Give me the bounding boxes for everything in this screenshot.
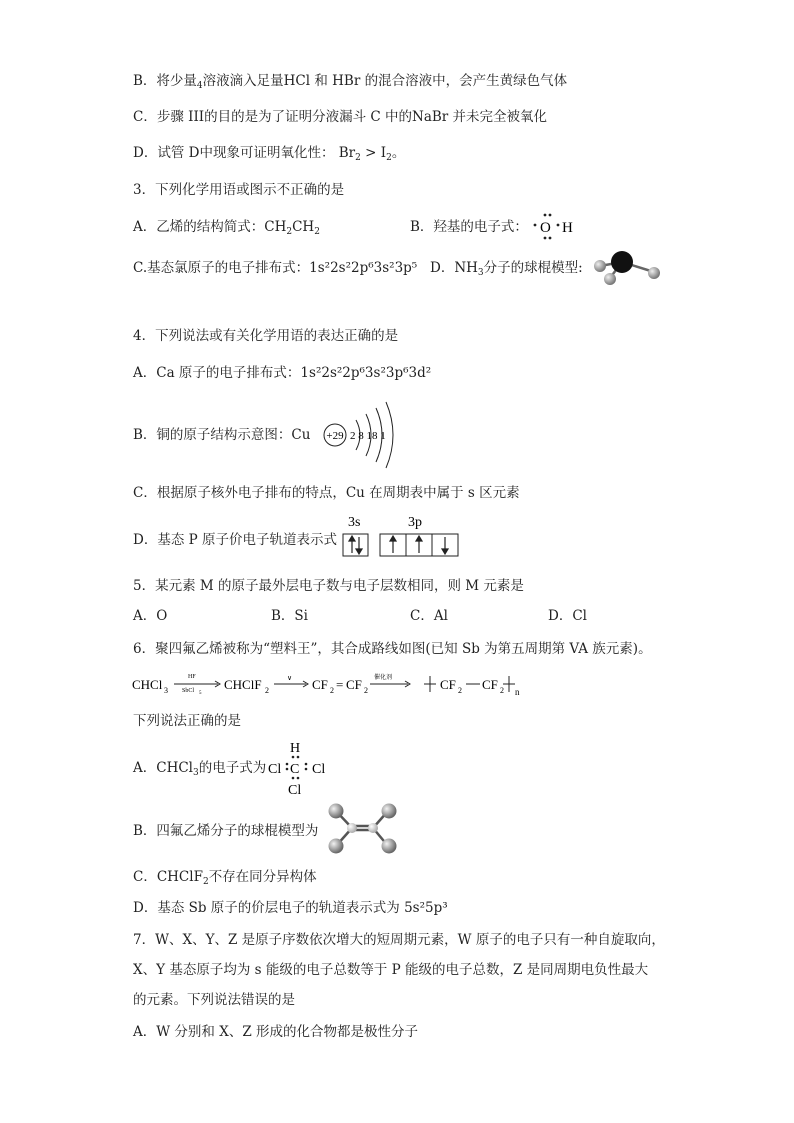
subscript: 3	[477, 268, 484, 278]
carbon-atom	[368, 823, 378, 833]
question-3: 3．下列化学用语或图示不正确的是	[133, 182, 345, 198]
svg-text:2: 2	[500, 686, 504, 695]
cl-symbol: Cl	[288, 783, 302, 798]
q5-option-d: D．Cl	[548, 608, 587, 624]
q5-option-a: A．O	[133, 608, 168, 624]
reagent-sbcl: SbCl	[182, 688, 195, 694]
carbon-atom	[347, 823, 357, 833]
q4-option-b: B．铜的原子结构示意图：Cu	[133, 427, 311, 443]
text: 溶液滴入足量HCl 和 HBr 的混合溶液中，会产生黄绿色气体	[202, 73, 568, 89]
q4-option-d: D．基态 P 原子价电子轨道表示式	[133, 532, 337, 548]
formula-i: I	[380, 145, 387, 161]
text: 不存在同分异构体	[208, 869, 317, 885]
q4-option-c: C．根据原子核外电子排布的特点，Cu 在周期表中属于 s 区元素	[133, 485, 520, 501]
synthesis-route	[130, 668, 550, 702]
q4-option-a	[133, 364, 431, 382]
text: A．乙烯的结构简式：	[133, 219, 265, 235]
option-b-kmno4	[133, 72, 567, 95]
question-7-line2: X、Y 基态原子均为 s 能级的电子总数等于 P 能级的电子总数，Z 是同周期电负性最大	[133, 962, 649, 978]
atom	[648, 267, 660, 279]
h-symbol: H	[290, 741, 301, 756]
oxygen-symbol: O	[540, 220, 551, 236]
text: C．CHClF	[133, 869, 203, 885]
polymer-cf: CF	[482, 677, 498, 692]
q3-option-c	[133, 259, 417, 277]
shell-electrons: 2 8 18 1	[350, 430, 386, 442]
atom	[604, 273, 616, 285]
q6-option-d: D．基态 Sb 原子的价层电子的轨道表示式为 5s²5p³	[133, 900, 448, 916]
dot	[557, 224, 560, 227]
text: C.基态氯原子的电子排布式：	[133, 260, 310, 276]
text: B．将少量	[133, 73, 197, 89]
nh3-ball-stick-model	[590, 248, 665, 288]
subscript: 4	[196, 81, 203, 91]
orbital-box-3s	[343, 534, 368, 556]
q6-option-c: C．CHClF$_2$不存在同分异构体	[133, 869, 317, 887]
svg-text:5: 5	[199, 691, 202, 696]
electron-arrows	[349, 536, 448, 554]
greater-than: >	[360, 145, 381, 161]
text: 分子的球棍模型:	[483, 260, 583, 276]
question-4: 4．下列说法或有关化学用语的表达正确的是	[133, 328, 399, 344]
svg-text:2: 2	[330, 686, 334, 695]
q3-option-a	[133, 218, 320, 241]
atom	[594, 260, 606, 272]
question-7-line3: 的元素。下列说法错误的是	[133, 992, 295, 1008]
question-6: 6．聚四氟乙烯被称为“塑料王”，其合成路线如图(已知 Sb 为第五周期第 VA 族元素)。	[133, 641, 652, 657]
text: D．试管 D中现象可证明氧化性：	[133, 145, 335, 161]
q6-stem: 下列说法正确的是	[133, 713, 241, 729]
formula-ch: CH	[292, 219, 315, 235]
cu-atomic-structure-diagram	[316, 398, 406, 470]
fluorine-atom	[329, 839, 344, 854]
svg-text:2: 2	[364, 686, 368, 695]
q5-option-b: B．Si	[271, 608, 308, 624]
text: B．羟基的电子式：	[410, 219, 528, 235]
fluorine-atom	[382, 839, 397, 854]
central-atom	[611, 251, 633, 273]
tfe-ball-stick-model	[322, 801, 404, 857]
hydroxyl-electron-dot	[530, 208, 580, 242]
text: A．CHCl	[133, 760, 193, 776]
fluorine-atom	[382, 804, 397, 819]
q3-option-d	[430, 259, 583, 282]
polymer-cf: CF	[440, 677, 456, 692]
dot	[544, 237, 547, 240]
hydrogen-symbol: H	[562, 220, 573, 236]
question-7-line1: 7．W、X、Y、Z 是原子序数依次增大的短周期元素，W 原子的电子只有一种自旋取向，	[133, 932, 665, 948]
q7-option-a: A．W 分别和 X、Z 形成的化合物都是极性分子	[133, 1024, 418, 1040]
svg-text:2: 2	[458, 686, 462, 695]
q3-option-b	[410, 218, 528, 236]
period: 。	[391, 145, 406, 161]
cl-symbol: Cl	[268, 762, 282, 777]
shell-arc	[386, 402, 393, 468]
reagent-catalyst: 催化剂	[374, 675, 393, 681]
svg-text:∨: ∨	[287, 674, 293, 682]
route-cf: CF	[346, 677, 362, 692]
svg-text:=: =	[336, 677, 344, 692]
q6-option-a: A．CHCl$_3$的电子式为	[133, 760, 267, 778]
q6-option-b: B．四氟乙烯分子的球棍模型为	[133, 823, 319, 839]
reagent-hf: HF	[188, 674, 196, 680]
dot	[549, 237, 552, 240]
cl-symbol: Cl	[312, 762, 326, 777]
chcl3-electron-dot	[266, 736, 336, 798]
label-3p: 3p	[408, 515, 422, 530]
text: 的电子式为	[198, 760, 267, 776]
subscript: 2	[314, 227, 320, 237]
formula-nh: NH	[454, 260, 478, 276]
ca-electron-config: 1s²2s²2p⁶3s²3p⁶3d²	[300, 365, 432, 381]
dot	[549, 214, 552, 217]
route-chclf: CHClF	[224, 677, 262, 692]
text: A．Ca 原子的电子排布式：	[133, 365, 301, 381]
route-chcl: CHCl	[132, 677, 163, 692]
subscript: 2	[286, 227, 293, 237]
subscript: 2	[355, 153, 361, 163]
subscript: 2	[386, 153, 392, 163]
label-3s: 3s	[348, 515, 361, 530]
p-orbital-diagram	[340, 512, 462, 560]
text: D．	[430, 260, 455, 276]
c-symbol: C	[290, 762, 300, 777]
option-d-tube	[133, 144, 405, 167]
svg-text:3: 3	[164, 686, 168, 695]
fluorine-atom	[329, 804, 344, 819]
dot	[544, 214, 547, 217]
formula-ch: CH	[264, 219, 287, 235]
nucleus-charge: +29	[326, 430, 344, 442]
svg-text:2: 2	[265, 686, 269, 695]
repeat-n: n	[515, 687, 520, 697]
q5-option-c: C．Al	[410, 608, 448, 624]
option-c-step3: C．步骤 III的目的是为了证明分液漏斗 C 中的NaBr 并未完全被氧化	[133, 109, 548, 125]
cl-electron-config: 1s²2s²2p⁶3s²3p⁵	[309, 260, 418, 276]
dot	[534, 224, 537, 227]
formula-br: Br	[338, 145, 356, 161]
route-cf: CF	[312, 677, 328, 692]
question-5: 5．某元素 M 的原子最外层电子数与电子层数相同，则 M 元素是	[133, 578, 524, 594]
